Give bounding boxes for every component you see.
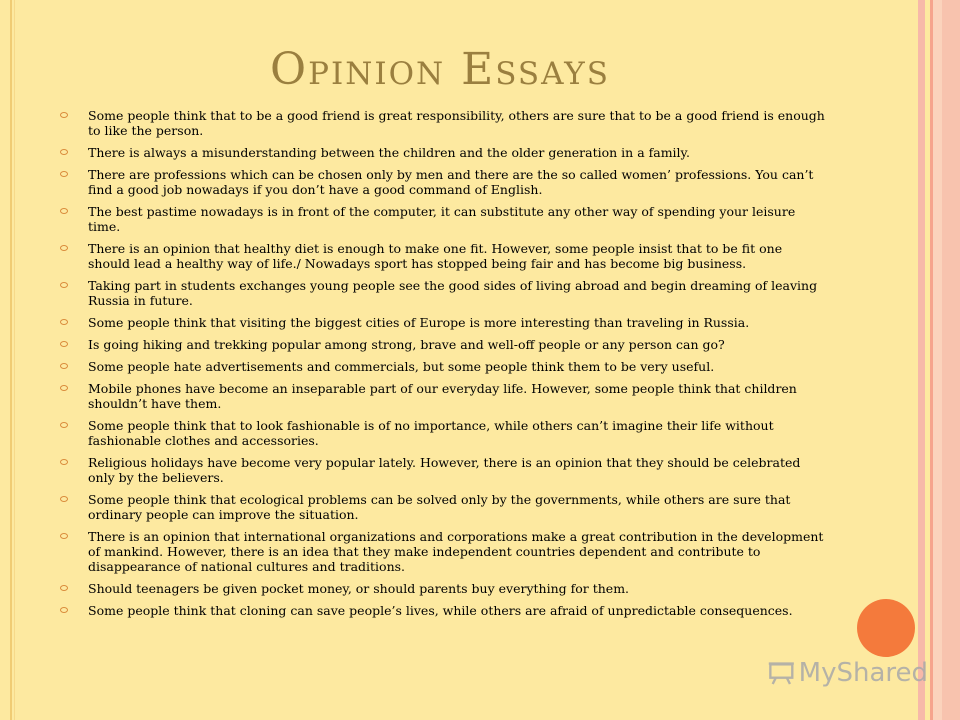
topic-text: Religious holidays have become very popular lately. However, there is an opinion that they should be celebrated only by the believers. [88,455,801,485]
topic-item [58,359,828,374]
topic-text: Should teenagers be given pocket money, or should parents buy everything for them. [88,581,630,596]
bullet-icon [60,496,68,502]
topic-text: Some people hate advertisements and commercials, but some people think them to be very useful. [88,359,715,374]
bullet-icon [60,341,68,347]
topic-item [58,167,828,197]
topic-item [58,529,828,574]
bullet-icon [60,607,68,613]
topic-item [58,241,828,271]
topic-item [58,455,828,485]
topic-item [58,337,828,352]
topic-text: There is an opinion that healthy diet is enough to make one fit. However, some people insist that to be fit one should lead a healthy way of life./ Nowadays sport has stopped being fair and has become big business. [88,241,783,271]
topic-text: Some people think that ecological problems can be solved only by the governments, while others are sure that ordinary people can improve the situation. [88,492,791,522]
topic-item [58,315,828,330]
bullet-icon [60,171,68,177]
left-frame-line [10,0,12,720]
topic-item [58,278,828,308]
topic-text: There is always a misunderstanding between the children and the older generation in a family. [88,145,690,160]
bullet-icon [60,319,68,325]
bullet-icon [60,385,68,391]
bullet-icon [60,112,68,118]
watermark-logo [768,655,928,691]
bullet-icon [60,245,68,251]
topic-text: There is an opinion that international organizations and corporations make a great contribution in the development of mankind. However, there is an idea that they make independent countries dependent and contribute to disappearance of national cultures and traditions. [88,529,824,574]
topic-text: Taking part in students exchanges young people see the good sides of living abroad and begin dreaming of leaving Russia in future. [88,278,818,308]
bullet-icon [60,533,68,539]
topic-item [58,418,828,448]
topic-text: Mobile phones have become an inseparable part of our everyday life. However, some people think that children shouldn’t have them. [88,381,797,411]
topic-item [58,145,828,160]
topic-text: The best pastime nowadays is in front of the computer, it can substitute any other way of spending your leisure time. [88,204,796,234]
topic-item [58,492,828,522]
decorative-orange-circle [857,599,915,657]
topic-item [58,603,828,618]
bullet-icon [60,459,68,465]
topic-item [58,108,828,138]
topic-text: Some people think that cloning can save people’s lives, while others are afraid of unpredictable consequences. [88,603,793,618]
topic-item [58,204,828,234]
topic-text: Is going hiking and trekking popular among strong, brave and well-off people or any person can go? [88,337,725,352]
bullet-icon [60,422,68,428]
bullet-icon [60,282,68,288]
topic-item [58,381,828,411]
topic-text: There are professions which can be chosen only by men and there are the so called women’ professions. You can’t find a good job nowadays if you don’t have a good command of English. [88,167,814,197]
bullet-icon [60,585,68,591]
topic-text: Some people think that to be a good friend is great responsibility, others are sure that to be a good friend is enough to like the person. [88,108,825,138]
bullet-icon [60,363,68,369]
bullet-icon [60,149,68,155]
bullet-icon [60,208,68,214]
topic-text: Some people think that visiting the biggest cities of Europe is more interesting than traveling in Russia. [88,315,750,330]
watermark-text: MyShared [798,658,928,688]
right-decorative-stripes [918,0,960,720]
topic-text: Some people think that to look fashionable is of no importance, while others can’t imagine their life without fashionable clothes and accessories. [88,418,774,448]
essay-topic-list [58,108,828,625]
presentation-board-icon [768,658,795,688]
slide-title: Opinion Essays [270,44,610,95]
left-frame-line-inner [14,0,15,720]
topic-item [58,581,828,596]
